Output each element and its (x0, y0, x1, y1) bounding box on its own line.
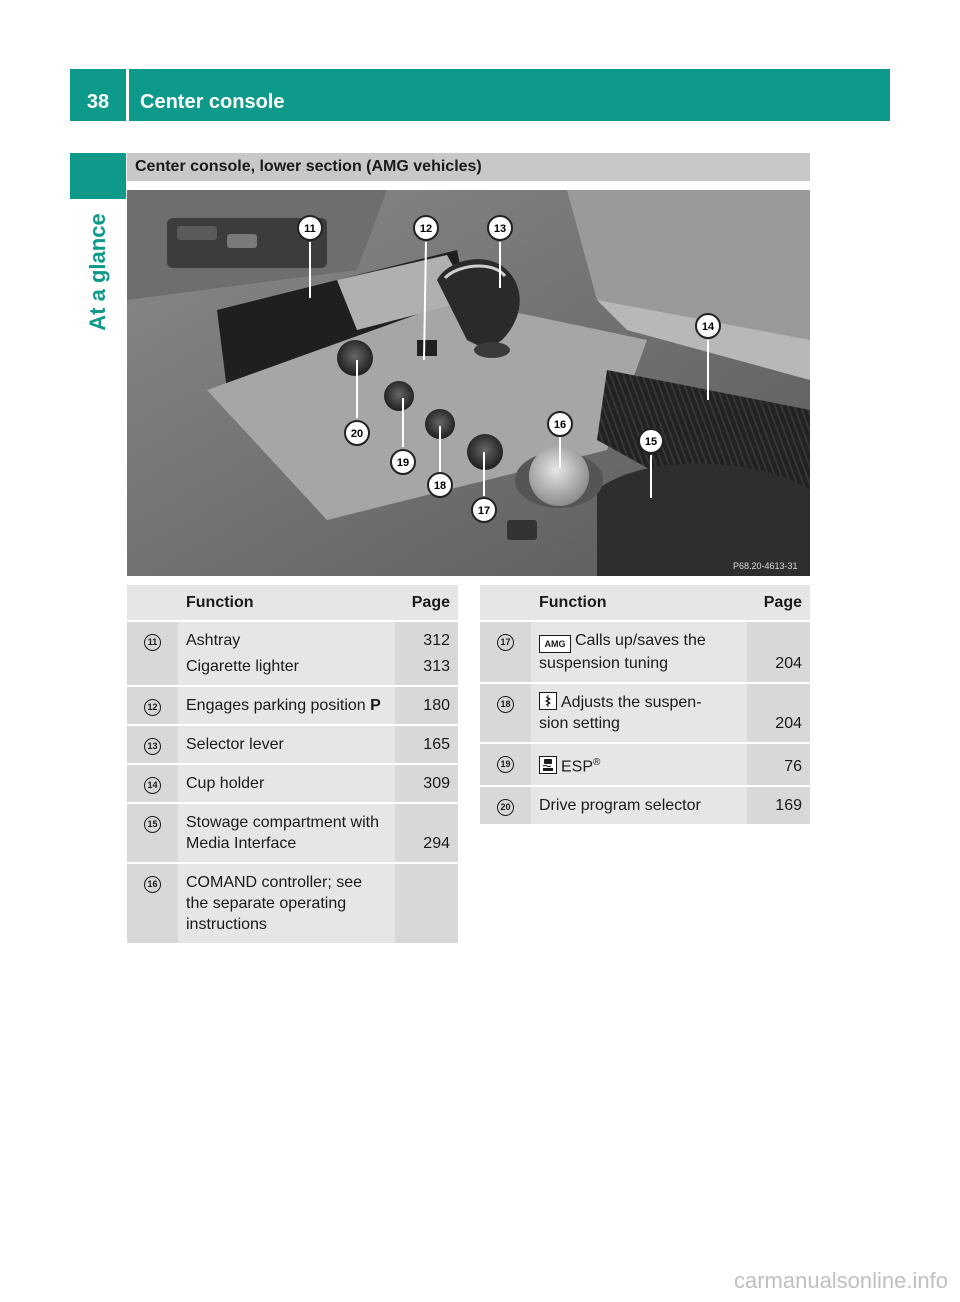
amg-icon: AMG (539, 635, 571, 653)
callout-12 (414, 216, 438, 240)
table-header-row (127, 585, 458, 621)
function-text: ESP (561, 758, 594, 776)
function-text: Drive program selector (531, 786, 747, 824)
header-page: Page (747, 585, 810, 621)
item-number-14: 14 (144, 777, 161, 794)
esp-off-icon (539, 756, 557, 774)
header-function: Function (178, 585, 395, 621)
table-row (480, 621, 810, 683)
callout-18 (428, 473, 452, 497)
function-text: Ashtray (186, 632, 241, 649)
callout-13 (488, 216, 512, 240)
function-text: Selector lever (178, 725, 395, 764)
callout-19 (391, 450, 415, 474)
function-text: the separate operating (186, 895, 347, 912)
function-text: Adjusts the suspen- (561, 694, 702, 711)
page-title: Center console (140, 91, 285, 113)
function-text: instructions (186, 916, 267, 933)
table-row (127, 725, 458, 764)
function-text: suspension tuning (539, 655, 668, 672)
suspension-icon (539, 692, 557, 710)
svg-text:20: 20 (350, 428, 364, 440)
callout-15 (639, 429, 663, 453)
callout-14 (696, 314, 720, 338)
item-number-17: 17 (497, 634, 514, 651)
item-number-15: 15 (144, 816, 161, 833)
table-row (480, 743, 810, 786)
function-text: sion setting (539, 715, 620, 732)
section-heading: Center console, lower section (AMG vehicles) (127, 153, 810, 181)
table-header-row (480, 585, 810, 621)
svg-text:11: 11 (304, 223, 316, 235)
item-number-18: 18 (497, 696, 514, 713)
table-row (480, 683, 810, 743)
item-number-20: 20 (497, 799, 514, 816)
page-ref: 204 (747, 683, 810, 743)
svg-text:13: 13 (493, 223, 507, 235)
side-tab-marker (70, 153, 126, 199)
item-number-16: 16 (144, 876, 161, 893)
header-function: Function (531, 585, 747, 621)
svg-text:18: 18 (433, 480, 447, 492)
center-console-photo (127, 190, 810, 576)
page-ref: 294 (395, 803, 458, 863)
function-table-left (127, 585, 458, 943)
table-row (480, 786, 810, 824)
item-number-11: 11 (144, 634, 161, 651)
function-text: Cigarette lighter (186, 658, 299, 675)
callout-17 (472, 498, 496, 522)
svg-text:16: 16 (553, 419, 567, 431)
registered-mark: ® (593, 757, 601, 768)
svg-text:17: 17 (477, 505, 491, 517)
item-number-12: 12 (144, 699, 161, 716)
page-ref: 76 (747, 743, 810, 786)
callout-16 (548, 412, 572, 436)
svg-text:15: 15 (644, 436, 658, 448)
item-number-13: 13 (144, 738, 161, 755)
function-text: Cup holder (178, 764, 395, 803)
side-chapter-label: At a glance (85, 213, 110, 331)
image-code: P68.20-4613-31 (733, 561, 798, 571)
function-text: Calls up/saves the (575, 632, 706, 649)
header-divider (126, 69, 129, 121)
page-ref: 204 (747, 621, 810, 683)
table-row (127, 621, 458, 686)
header-page: Page (395, 585, 458, 621)
function-text: Media Interface (186, 835, 297, 852)
page-number: 38 (86, 91, 110, 113)
footer-watermark: carmanualsonline.info (733, 1268, 948, 1293)
header-num-cell (480, 585, 531, 621)
svg-text:19: 19 (396, 457, 410, 469)
header-num-cell (127, 585, 178, 621)
callout-20 (345, 421, 369, 445)
table-row (127, 686, 458, 725)
function-bold: P (370, 697, 381, 714)
page-ref: 309 (395, 764, 458, 803)
page-ref (395, 863, 458, 943)
table-row (127, 764, 458, 803)
function-text: COMAND controller; see (186, 874, 363, 891)
function-text: Stowage compartment with (186, 814, 379, 831)
table-row (127, 803, 458, 863)
table-row (127, 863, 458, 943)
svg-text:14: 14 (701, 321, 715, 333)
page-ref: 180 (395, 686, 458, 725)
item-number-19: 19 (497, 756, 514, 773)
function-text: Engages parking position (186, 697, 371, 714)
callout-11 (298, 216, 322, 240)
page-ref: 169 (747, 786, 810, 824)
svg-text:12: 12 (419, 223, 433, 235)
page-ref: 313 (423, 658, 450, 675)
page-ref: 165 (395, 725, 458, 764)
page-ref: 312 (423, 632, 450, 649)
function-table-right (480, 585, 810, 824)
